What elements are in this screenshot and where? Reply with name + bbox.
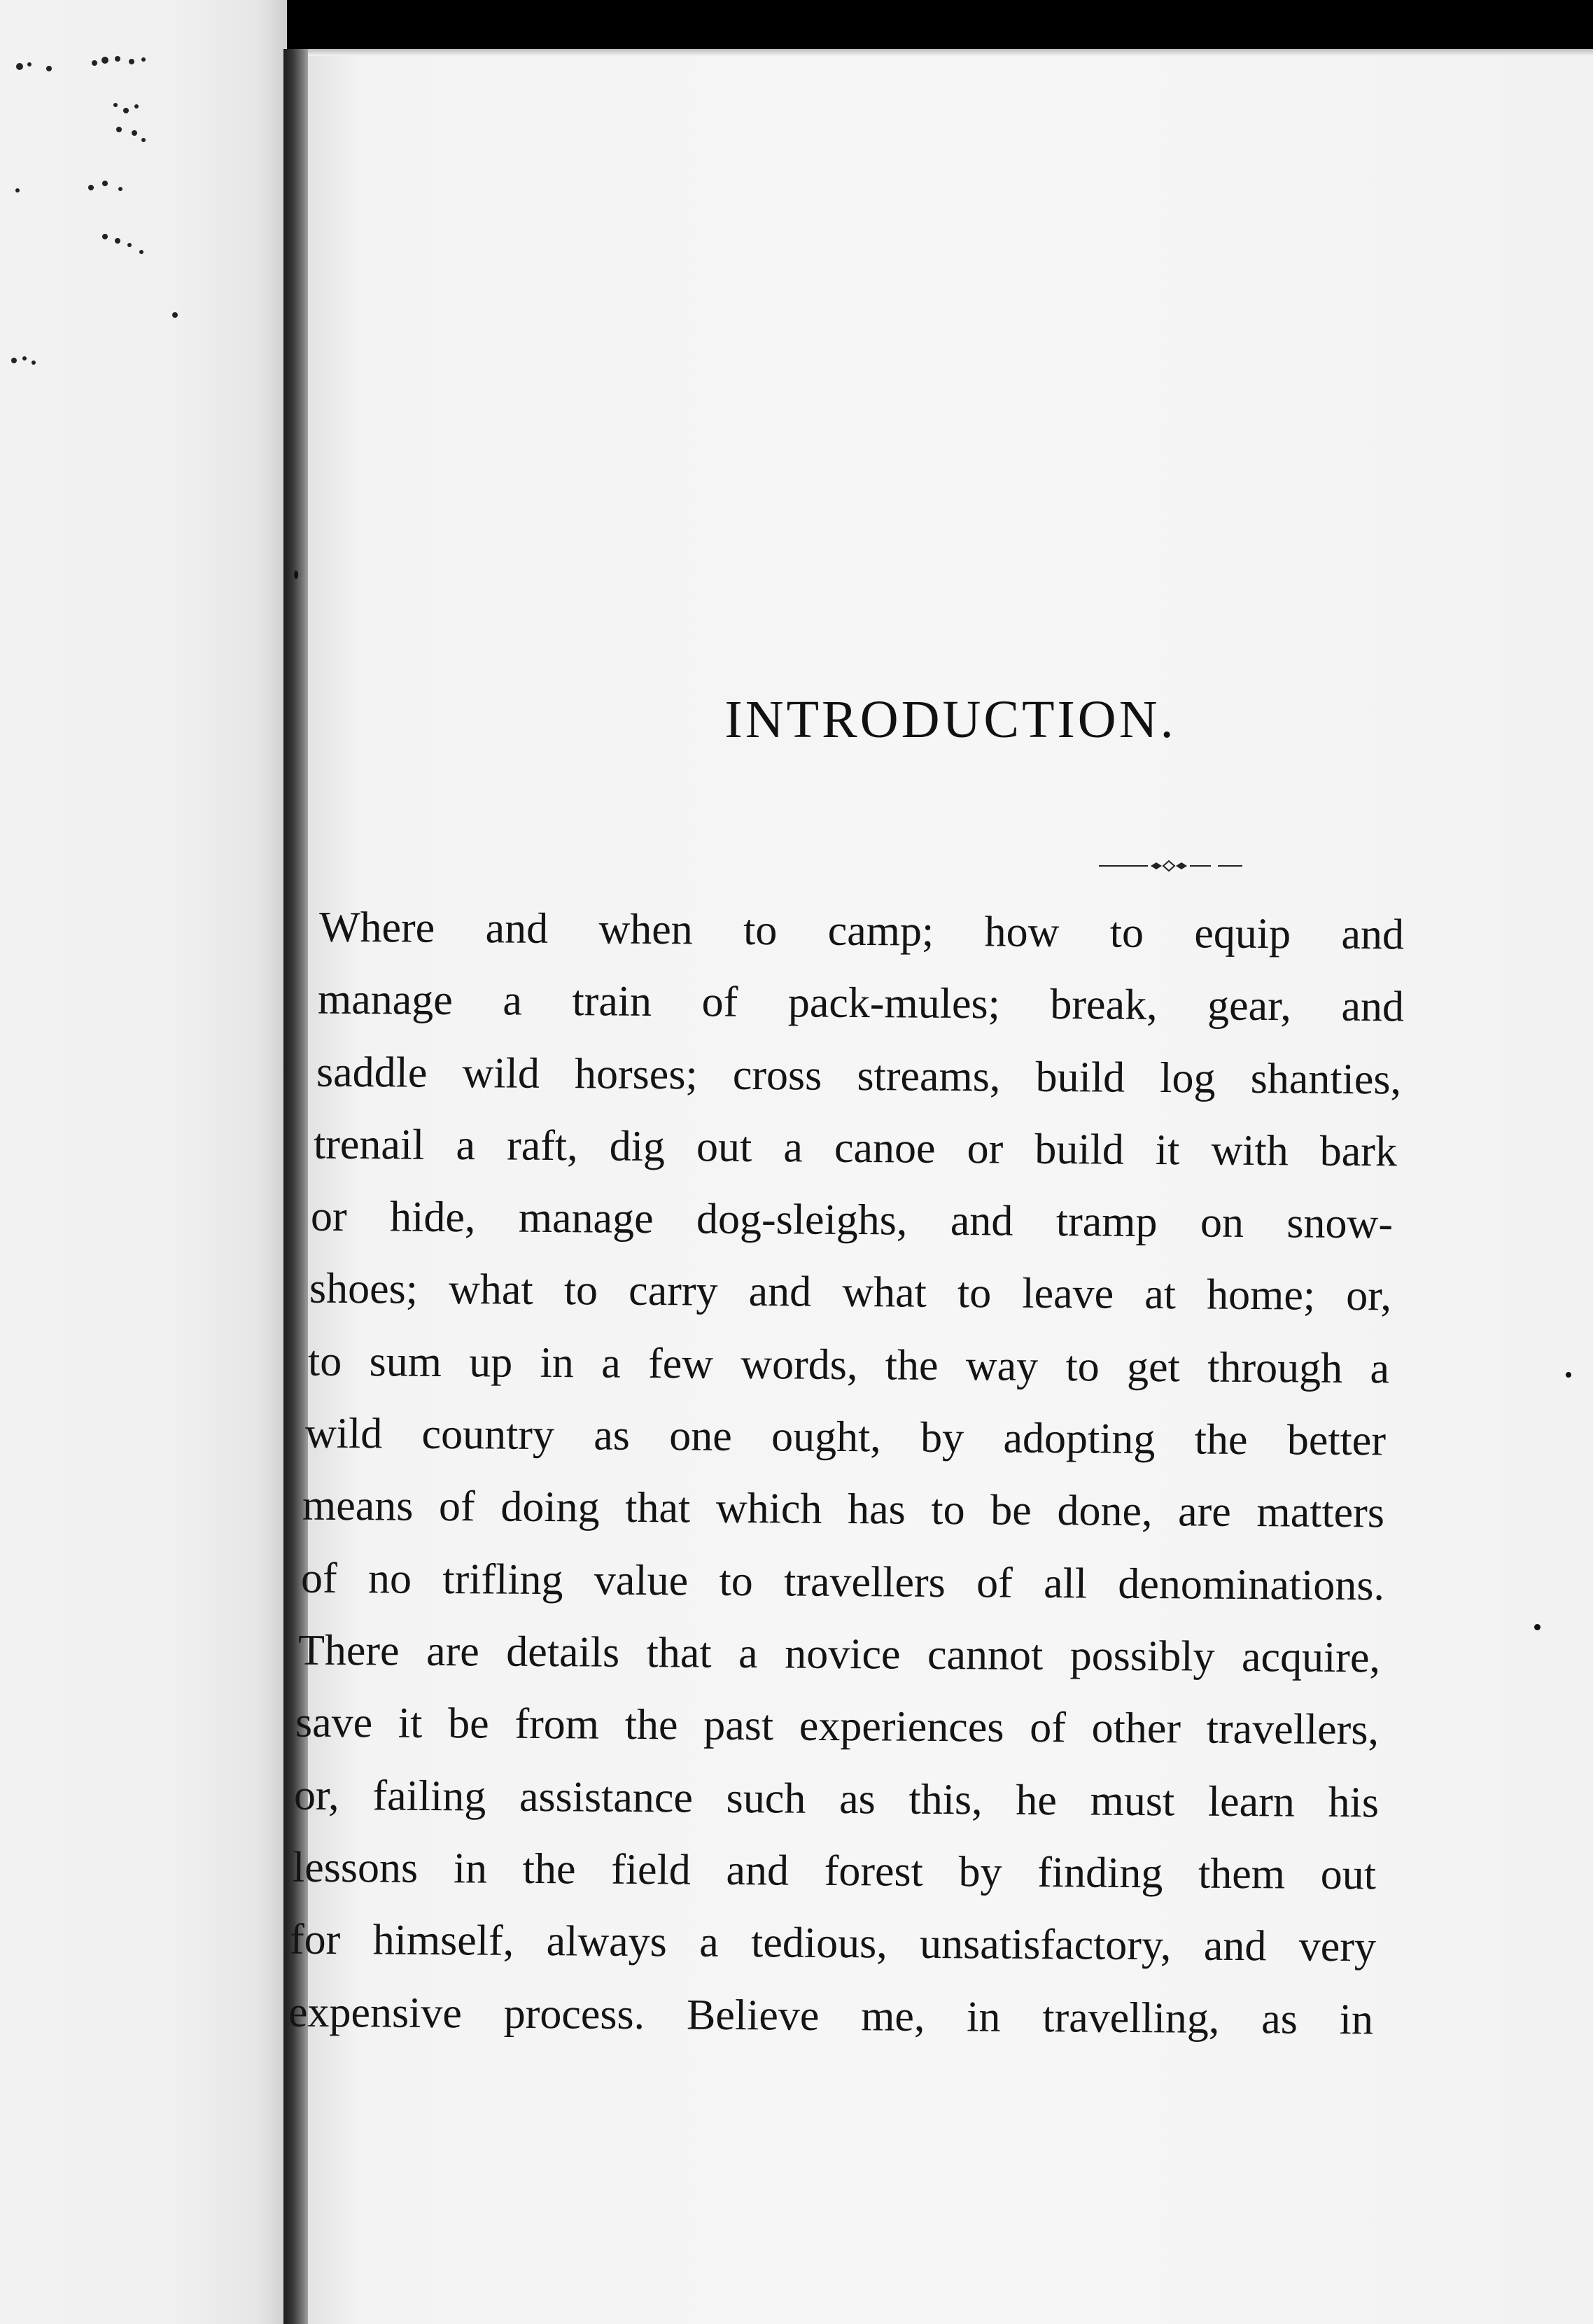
chapter-title: INTRODUCTION. — [724, 690, 1177, 749]
previous-page-edge — [0, 0, 287, 2324]
paragraph-line: means of doing that which has to be done, are matters — [302, 1481, 1385, 1537]
paragraph-line: wild country as one ought, by adopting the better — [304, 1409, 1387, 1465]
paragraph-line: of no trifling value to travellers of all denominations. — [300, 1554, 1385, 1610]
paragraph-line: saddle wild horses; cross streams, build log shanties, — [316, 1048, 1402, 1104]
introduction-paragraph — [288, 49, 1593, 2324]
paragraph-line: to sum up in a few words, the way to get through a — [307, 1337, 1390, 1393]
paragraph-line: expensive process. Believe me, in travelling, as in — [288, 1988, 1374, 2044]
paragraph-line: trenail a raft, dig out a canoe or build it with bark — [313, 1120, 1398, 1176]
paragraph-line: manage a train of pack-mules; break, gear, and — [317, 975, 1405, 1031]
print-bleed-marks — [0, 0, 287, 560]
paragraph-line: shoes; what to carry and what to leave at home; or, — [309, 1264, 1392, 1320]
paragraph-line: or, failing assistance such as this, he must learn his — [293, 1771, 1380, 1827]
page-speck — [1534, 1624, 1541, 1630]
page-speck — [294, 570, 298, 579]
page-speck — [1566, 1372, 1571, 1378]
book-page — [288, 49, 1593, 2324]
paragraph-line: or hide, manage dog-sleighs, and tramp on snow- — [310, 1192, 1394, 1248]
paragraph-line: save it be from the past experiences of other travellers, — [295, 1698, 1380, 1754]
paragraph-line: There are details that a novice cannot possibly acquire, — [297, 1626, 1381, 1682]
paragraph-line: for himself, always a tedious, unsatisfactory, and very — [289, 1915, 1377, 1971]
book-gutter — [283, 49, 311, 2324]
paragraph-line: Where and when to camp; how to equip and — [318, 903, 1405, 959]
paragraph-line: lessons in the field and forest by finding them out — [292, 1843, 1377, 1899]
